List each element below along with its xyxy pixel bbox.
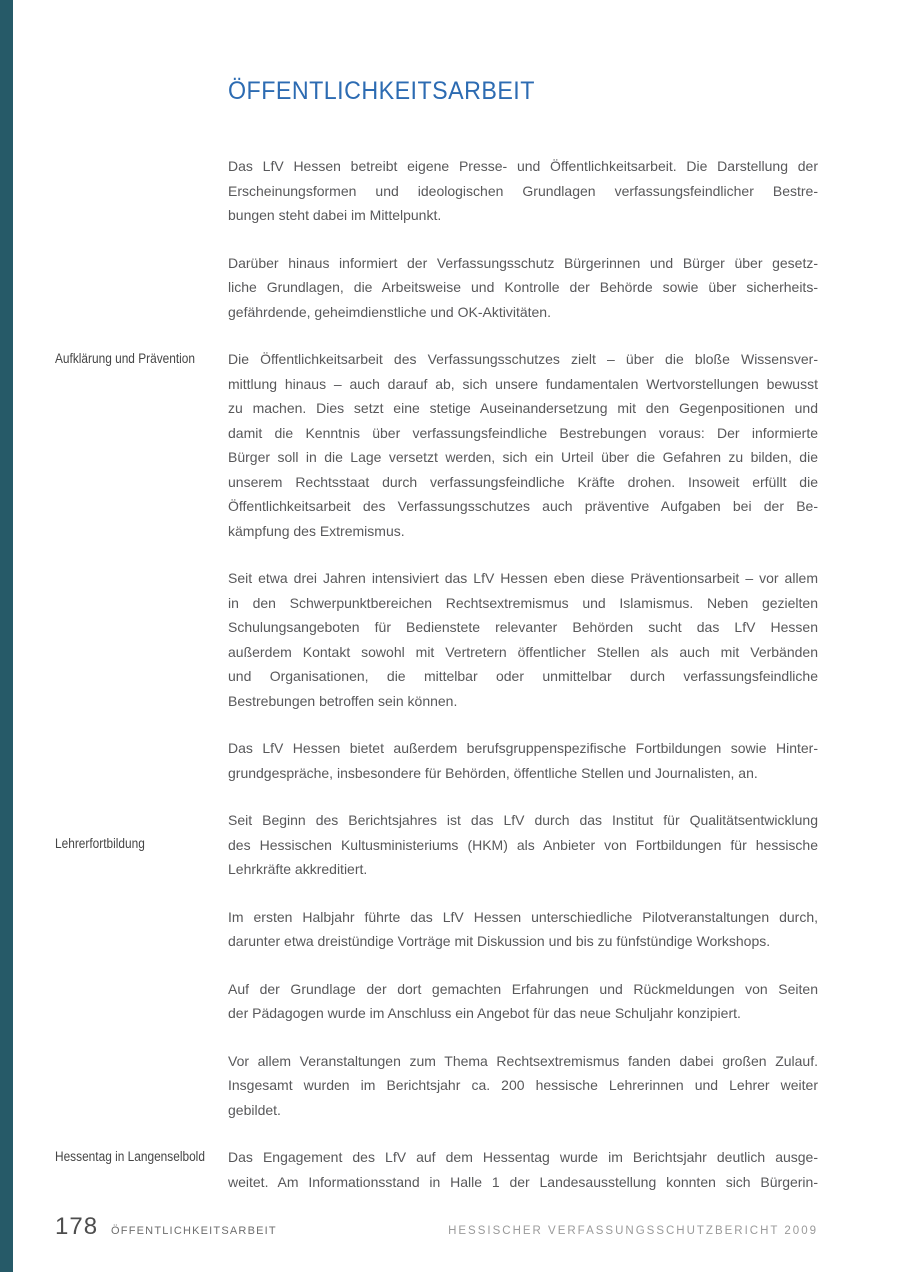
paragraph-line: Insgesamt wurden im Berichtsjahr ca. 200 hessische Lehrerinnen und Lehrer weiter xyxy=(228,1077,818,1093)
paragraph xyxy=(228,1145,818,1194)
paragraph-line: darunter etwa dreistündige Vorträge mit Diskussion und bis zu fünfstündige Workshops. xyxy=(228,933,771,949)
paragraph-line: Seit Beginn des Berichtsjahres ist das LfV durch das Institut für Qualitätsentwicklung xyxy=(228,812,818,828)
paragraph-line: Lehrkräfte akkreditiert. xyxy=(228,861,368,877)
paragraph xyxy=(228,736,818,785)
paragraph-line: des Hessischen Kultusministeriums (HKM) als Anbieter von Fortbildungen für hessische xyxy=(228,836,818,853)
paragraph-line: Seit etwa drei Jahren intensiviert das LfV Hessen eben diese Präventionsarbeit – vor allem xyxy=(228,570,818,586)
paragraph-line: damit die Kenntnis über verfassungsfeindliche Bestrebungen voraus: Der informierte xyxy=(228,424,818,441)
page-footer xyxy=(55,1214,818,1240)
paragraph-line: grundgespräche, insbesondere für Behörden, öffentliche Stellen und Journalisten, an. xyxy=(228,764,758,781)
paragraph-line: bungen steht dabei im Mittelpunkt. xyxy=(228,207,442,223)
paragraph-line: Das LfV Hessen betreibt eigene Presse- und Öffentlichkeitsarbeit. Die Darstellung der xyxy=(228,158,818,174)
paragraph xyxy=(228,566,818,713)
paragraph-line: zu machen. Dies setzt eine stetige Auseinandersetzung mit den Gegenpositionen und xyxy=(228,400,818,416)
paragraph-line: mittlung hinaus – auch darauf ab, sich unsere fundamentalen Wertvorstellungen bewusst xyxy=(228,375,818,392)
paragraph-line: kämpfung des Extremismus. xyxy=(228,522,405,539)
margin-label-hessentag-in-langenselbold: Hessentag in Langenselbold xyxy=(55,1149,205,1164)
paragraph xyxy=(228,1049,818,1123)
footer-left xyxy=(55,1214,277,1240)
paragraph xyxy=(228,905,818,954)
paragraph xyxy=(228,251,818,325)
paragraph xyxy=(228,808,818,882)
paragraph-line: liche Grundlagen, die Arbeitsweise und Kontrolle der Behörde sowie über sicherheits- xyxy=(228,279,818,295)
paragraph-line: Öffentlichkeitsarbeit des Verfassungsschutzes auch präventive Aufgaben bei der Be- xyxy=(228,498,818,514)
margin-label-lehrerfortbildung: Lehrerfortbildung xyxy=(55,836,145,851)
paragraph-line: Auf der Grundlage der dort gemachten Erfahrungen und Rückmeldungen von Seiten xyxy=(228,980,818,997)
page-title: ÖFFENTLICHKEITSARBEIT xyxy=(228,77,535,105)
margin-label-aufklaerung-und-praevention: Aufklärung und Prävention xyxy=(55,351,196,366)
paragraph-line: Erscheinungsformen und ideologischen Grundlagen verfassungsfeindlicher Bestre- xyxy=(228,182,818,199)
paragraph-line: der Pädagogen wurde im Anschluss ein Angebot für das neue Schuljahr konzipiert. xyxy=(228,1005,741,1021)
paragraph xyxy=(228,347,818,543)
paragraph-line: unserem Rechtsstaat durch verfassungsfeindliche Kräfte drohen. Insoweit erfüllt die xyxy=(228,473,818,490)
paragraph-line: Das Engagement des LfV auf dem Hessentag wurde im Berichtsjahr deutlich ausge- xyxy=(228,1149,818,1165)
footer-section-label: ÖFFENTLICHKEITSARBEIT xyxy=(111,1225,277,1237)
paragraph-line: Schulungsangeboten für Bedienstete relevanter Behörden sucht das LfV Hessen xyxy=(228,619,818,635)
paragraph-line: Darüber hinaus informiert der Verfassungsschutz Bürgerinnen und Bürger über gesetz- xyxy=(228,254,818,271)
paragraph-line: gefährdende, geheimdienstliche und OK-Aktivitäten. xyxy=(228,303,551,320)
paragraph-line: Vor allem Veranstaltungen zum Thema Rechtsextremismus fanden dabei großen Zulauf. xyxy=(228,1052,818,1069)
paragraph-line: außerdem Kontakt sowohl mit Vertretern öffentlicher Stellen als auch mit Verbänden xyxy=(228,643,818,660)
paragraph-line: Das LfV Hessen bietet außerdem berufsgruppenspezifische Fortbildungen sowie Hinter- xyxy=(228,740,818,756)
paragraph-line: in den Schwerpunktbereichen Rechtsextremismus und Islamismus. Neben gezielten xyxy=(228,594,818,611)
paragraph xyxy=(228,977,818,1026)
chapter-edge-bar xyxy=(0,0,13,1272)
paragraph-line: Bestrebungen betroffen sein können. xyxy=(228,692,458,709)
page-number: 178 xyxy=(55,1213,99,1240)
paragraph-line: Bürger soll in die Lage versetzt werden, sich ein Urteil über die Gefahren zu bilden, die xyxy=(228,449,818,465)
paragraph-line: weitet. Am Informationsstand in Halle 1 der Landesausstellung konnten sich Bürgerin- xyxy=(228,1173,818,1190)
paragraph-line: und Organisationen, die mittelbar oder unmittelbar durch verfassungsfeindliche xyxy=(228,668,818,684)
paragraph-line: Die Öffentlichkeitsarbeit des Verfassungsschutzes zielt – über die bloße Wissensver- xyxy=(228,351,818,367)
body-column xyxy=(228,154,818,1194)
paragraph-line: Im ersten Halbjahr führte das LfV Hessen unterschiedliche Pilotveranstaltungen durch, xyxy=(228,908,818,925)
paragraph-line: gebildet. xyxy=(228,1101,281,1118)
footer-report-title: HESSISCHER VERFASSUNGSSCHUTZBERICHT 2009 xyxy=(448,1225,818,1237)
paragraph xyxy=(228,154,818,228)
